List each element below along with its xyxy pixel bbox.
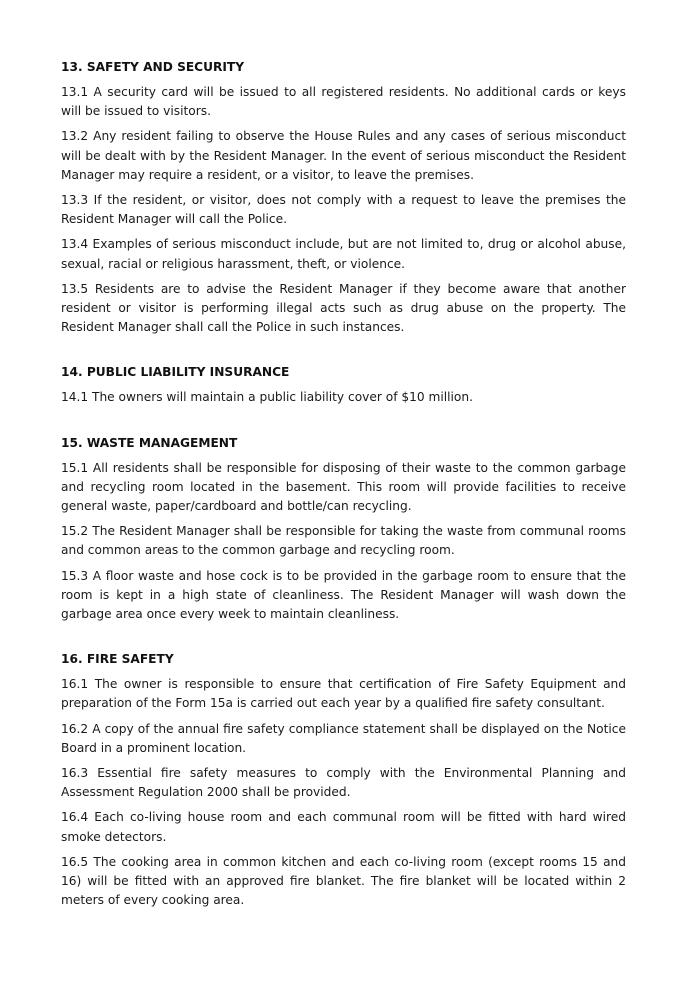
clause-13-5: 13.5 Residents are to advise the Resident Manager if they become aware that another resident or visitor is performing illegal acts such as drug abuse on the property. The Resident Manager shall call the Police in such instances. bbox=[61, 281, 626, 335]
clause-13-1: 13.1 A security card will be issued to all registered residents. No additional cards or keys will be issued to visitors. bbox=[61, 85, 626, 119]
section-fire-safety bbox=[61, 650, 626, 910]
clause-16-3: 16.3 Essential fire safety measures to comply with the Environmental Planning and Assessment Regulation 2000 shall be provided. bbox=[61, 766, 626, 800]
section-heading: 14. PUBLIC LIABILITY INSURANCE bbox=[61, 365, 290, 380]
clause-14-1: 14.1 The owners will maintain a public liability cover of $10 million. bbox=[61, 390, 473, 405]
clause-16-1: 16.1 The owner is responsible to ensure that certification of Fire Safety Equipment and preparation of the Form 15a is carried out each year by a qualified fire safety consultant. bbox=[61, 677, 626, 711]
document-page bbox=[61, 58, 626, 911]
section-public-liability-insurance bbox=[61, 363, 626, 407]
clause-13-3: 13.3 If the resident, or visitor, does not comply with a request to leave the premises the Resident Manager will call the Police. bbox=[61, 193, 626, 227]
clause-16-2: 16.2 A copy of the annual fire safety compliance statement shall be displayed on the Notice Board in a prominent location. bbox=[61, 721, 626, 755]
clause-13-2: 13.2 Any resident failing to observe the House Rules and any cases of serious misconduct will be dealt with by the Resident Manager. In the event of serious misconduct the Resident Manager may require a resident, or a visitor, to leave the premises. bbox=[61, 129, 626, 182]
clause-16-4: 16.4 Each co-living house room and each communal room will be fitted with hard wired smoke detectors. bbox=[61, 810, 626, 844]
section-safety-and-security bbox=[61, 58, 626, 337]
section-waste-management bbox=[61, 434, 626, 625]
section-heading: 13. SAFETY AND SECURITY bbox=[61, 60, 245, 74]
section-heading: 16. FIRE SAFETY bbox=[61, 652, 174, 667]
clause-15-1: 15.1 All residents shall be responsible for disposing of their waste to the common garbage and recycling room located in the basement. This room will provide facilities to receive general waste, paper/cardboard and bottle/can recycling. bbox=[61, 460, 626, 514]
clause-16-5: 16.5 The cooking area in common kitchen and each co-living room (except rooms 15 and 16) will be fitted with an approved fire blanket. The fire blanket will be located within 2 meters of every cooking area. bbox=[61, 854, 626, 908]
clause-13-4: 13.4 Examples of serious misconduct include, but are not limited to, drug or alcohol abuse, sexual, racial or religious harassment, theft, or violence. bbox=[61, 237, 626, 271]
section-heading: 15. WASTE MANAGEMENT bbox=[61, 435, 238, 450]
clause-15-3: 15.3 A floor waste and hose cock is to be provided in the garbage room to ensure that the room is kept in a high state of cleanliness. The Resident Manager will wash down the garbage area once every week to maintain cleanliness. bbox=[61, 568, 626, 622]
clause-15-2: 15.2 The Resident Manager shall be responsible for taking the waste from communal rooms and common areas to the common garbage and recycling room. bbox=[61, 524, 626, 558]
